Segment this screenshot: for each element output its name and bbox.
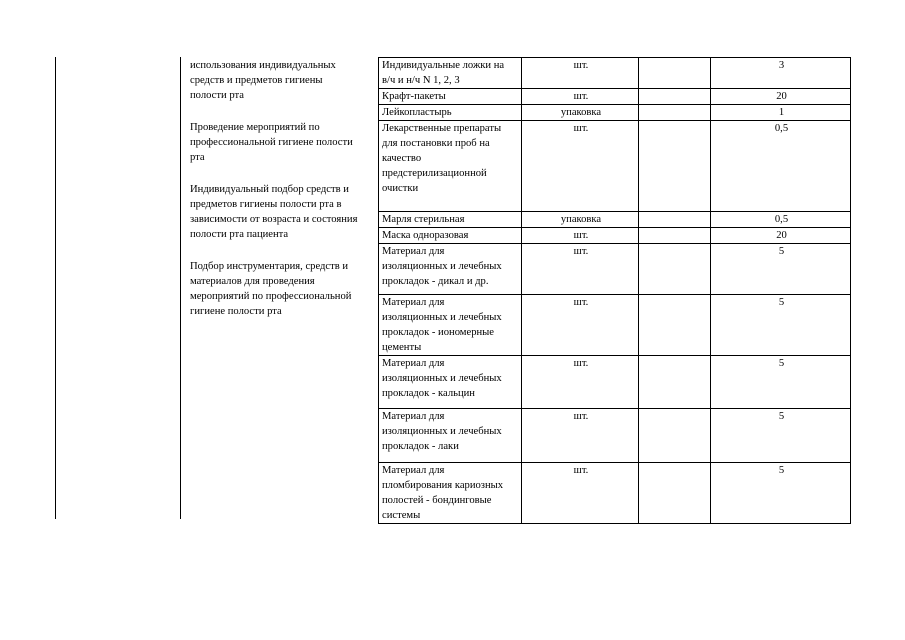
table-row	[379, 58, 851, 89]
item-name: Материал для изоляционных и лечебных прокладок - дикал и др.	[379, 244, 522, 295]
item-name: Материал для изоляционных и лечебных прокладок - лаки	[379, 409, 522, 463]
item-empty-cell	[639, 89, 711, 105]
item-name: Лекарственные препараты для постановки проб на качество предстерилизационной очистки	[379, 121, 522, 212]
item-empty-cell	[639, 295, 711, 356]
item-quantity: 1	[711, 105, 851, 121]
item-empty-cell	[639, 463, 711, 524]
item-unit: шт.	[522, 89, 639, 105]
item-unit: упаковка	[522, 105, 639, 121]
item-empty-cell	[639, 121, 711, 212]
activity-paragraph: Индивидуальный подбор средств и предметов гигиены полости рта в зависимости от возраста и состояния полости рта пациента	[190, 184, 358, 240]
table-row	[379, 244, 851, 295]
item-name: Марля стерильная	[379, 212, 522, 228]
item-quantity: 5	[711, 295, 851, 356]
activity-paragraph: использования индивидуальных средств и предметов гигиены полости рта	[190, 60, 336, 101]
item-name: Материал для пломбирования кариозных полостей - бондинговые системы	[379, 463, 522, 524]
item-unit: шт.	[522, 121, 639, 212]
table-row	[379, 121, 851, 212]
item-unit: шт.	[522, 58, 639, 89]
item-quantity: 20	[711, 89, 851, 105]
item-name: Маска одноразовая	[379, 228, 522, 244]
table-row	[379, 89, 851, 105]
activity-paragraph: Подбор инструментария, средств и материалов для проведения мероприятий по профессиональной гигиене полости рта	[190, 261, 352, 317]
item-unit: шт.	[522, 295, 639, 356]
table-row	[379, 295, 851, 356]
item-empty-cell	[639, 409, 711, 463]
column-divider-left	[55, 57, 56, 519]
item-empty-cell	[639, 244, 711, 295]
table-row	[379, 409, 851, 463]
activity-paragraph: Проведение мероприятий по профессиональной гигиене полости рта	[190, 122, 353, 163]
item-empty-cell	[639, 228, 711, 244]
item-quantity: 0,5	[711, 121, 851, 212]
item-empty-cell	[639, 212, 711, 228]
item-quantity: 5	[711, 409, 851, 463]
item-unit: шт.	[522, 228, 639, 244]
table-row	[379, 228, 851, 244]
item-name: Материал для изоляционных и лечебных прокладок - кальцин	[379, 356, 522, 409]
activities-column	[190, 58, 380, 336]
item-unit: упаковка	[522, 212, 639, 228]
item-unit: шт.	[522, 356, 639, 409]
item-quantity: 5	[711, 244, 851, 295]
table-row	[379, 105, 851, 121]
item-quantity: 0,5	[711, 212, 851, 228]
item-unit: шт.	[522, 244, 639, 295]
table-row	[379, 212, 851, 228]
supplies-table	[378, 57, 851, 524]
item-unit: шт.	[522, 463, 639, 524]
item-unit: шт.	[522, 409, 639, 463]
column-divider-middle	[180, 57, 181, 519]
item-name: Крафт-пакеты	[379, 89, 522, 105]
item-empty-cell	[639, 58, 711, 89]
table-row	[379, 463, 851, 524]
item-name: Материал для изоляционных и лечебных прокладок - иономерные цементы	[379, 295, 522, 356]
item-empty-cell	[639, 105, 711, 121]
item-quantity: 3	[711, 58, 851, 89]
item-name: Индивидуальные ложки на в/ч и н/ч N 1, 2, 3	[379, 58, 522, 89]
item-quantity: 5	[711, 463, 851, 524]
table-row	[379, 356, 851, 409]
item-empty-cell	[639, 356, 711, 409]
item-quantity: 20	[711, 228, 851, 244]
item-name: Лейкопластырь	[379, 105, 522, 121]
item-quantity: 5	[711, 356, 851, 409]
